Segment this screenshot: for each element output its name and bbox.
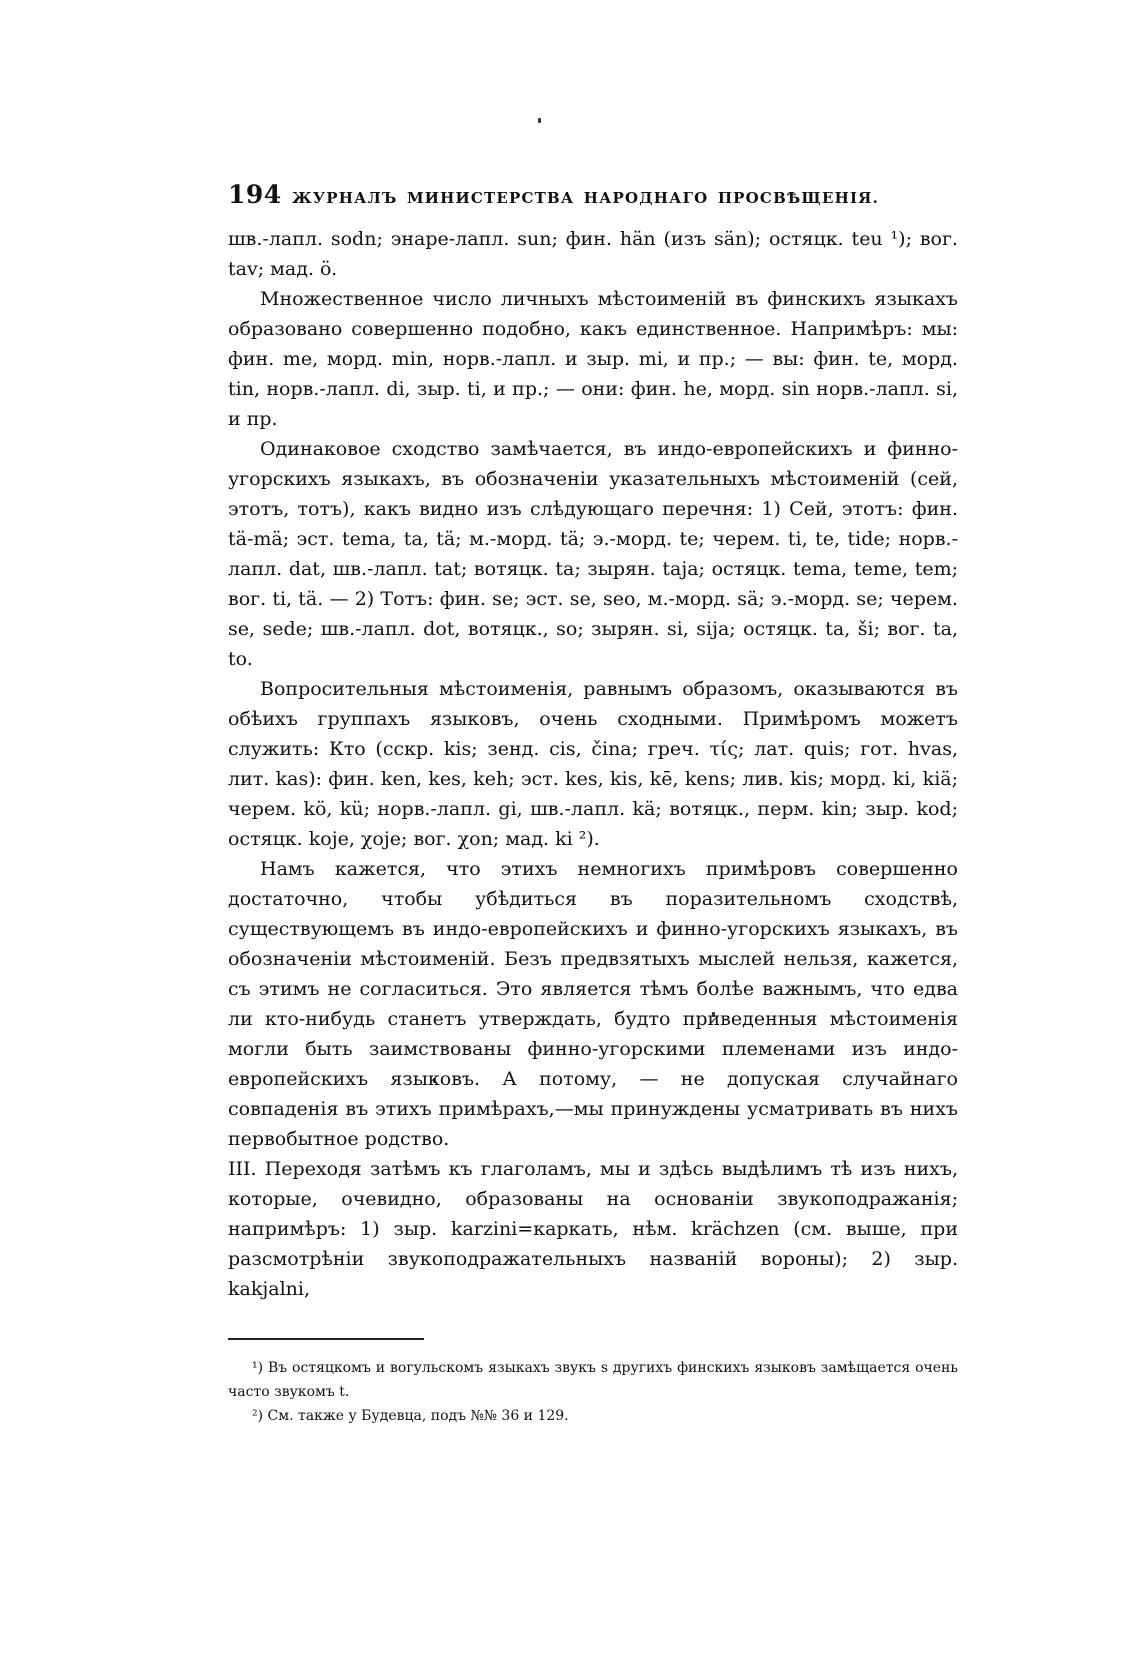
body-text: [228, 224, 958, 1304]
footnotes: [228, 1356, 958, 1428]
footnote-2: ²) См. также у Будевца, подъ №№ 36 и 129.: [252, 1408, 569, 1424]
text-column: [228, 180, 958, 1428]
paragraph-conclusion: Намъ кажется, что этихъ немногихъ примѣровъ совершенно достаточно, чтобы убѣдиться въ поразительномъ сходствѣ, существующемъ въ индо-европейскихъ и финно-угорскихъ языкахъ, въ обозначеніи мѣстоименій. Безъ предвзятыхъ мыслей нельзя, кажется, съ этимъ не согласиться. Это является тѣмъ болѣе важнымъ, что едва ли кто-нибудь станетъ утверждать, будто приведенныя мѣстоименія могли быть заимствованы финно-угорскими племенами изъ индо-европейскихъ языковъ. А потому, — не допуская случайнаго совпаденія въ этихъ примѣрахъ,—мы принуждены усматривать въ нихъ первобытное родство.: [228, 858, 958, 1150]
paragraph-section-three: III. Переходя затѣмъ къ глаголамъ, мы и здѣсь выдѣлимъ тѣ изъ нихъ, которые, очевидно, образованы на основаніи звукоподражанія; напримѣръ: 1) зыр. karzini=каркать, нѣм. krächzen (см. выше, при разсмотрѣніи звукоподражательныхъ названій вороны); 2) зыр. kakjalni,: [228, 1158, 958, 1300]
paragraph-demonstrative-pronouns: Одинаковое сходство замѣчается, въ индо-европейскихъ и финно-угорскихъ языкахъ, въ обозначеніи указательныхъ мѣстоименій (сей, этотъ, тотъ), какъ видно изъ слѣдующаго перечня: 1) Сей, этотъ: фин. tä-mä; эст. tema, ta, tä; м.-морд. tä; э.-морд. te; черем. ti, te, tide; норв.-лапл. dat, шв.-лапл. tat; вотяцк. ta; зырян. taja; остяцк. tema, teme, tem; вог. ti, tä. — 2) Тотъ: фин. se; эст. se, seo, м.-морд. sä; э.-морд. se; черем. se, sede; шв.-лапл. dot, вотяцк., so; зырян. si, sija; остяцк. ta, ši; вог. ta, to.: [228, 438, 958, 670]
paragraph-plural-pronouns: Множественное число личныхъ мѣстоименій въ финскихъ языкахъ образовано совершенно подобно, какъ единственное. Напримѣръ: мы: фин. me, морд. min, норв.-лапл. и зыр. mi, и пр.; — вы: фин. te, морд. tin, норв.-лапл. di, зыр. ti, и пр.; — они: фин. he, морд. sin норв.-лапл. si, и пр.: [228, 288, 958, 430]
running-title: ЖУРНАЛЪ МИНИСТЕРСТВА НАРОДНАГО ПРОСВѢЩЕНІЯ.: [292, 189, 880, 207]
paragraph-interrogative-pronouns: Вопросительныя мѣстоименія, равнымъ образомъ, оказываются въ обѣихъ группахъ языковъ, очень сходными. Примѣромъ можетъ служить: Кто (cскр. kis; зенд. cis, čina; греч. τίς; лат. quis; гот. hvas, лит. kas): фин. ken, kes, keh; эст. kes, kis, kē, kens; лив. kis; морд. ki, kiä; черем. kö, kü; норв.-лапл. gi, шв.-лапл. kä; вотяцк., перм. kin; зыр. kod; остяцк. koje, χoje; вог. χon; мад. ki ²).: [228, 678, 958, 850]
paragraph-continuation: шв.-лапл. sodn; энаре-лапл. sun; фин. hän (изъ sän); остяцк. teu ¹); вог. tav; мад. ö.: [228, 228, 958, 280]
page-number: 194: [228, 180, 282, 209]
footnote-1: ¹) Въ остяцкомъ и вогульскомъ языкахъ звукъ s другихъ финскихъ языковъ замѣщается очень часто звукомъ t.: [228, 1360, 958, 1400]
page-header: [228, 180, 958, 216]
print-speck: [538, 118, 541, 123]
footnote-divider: [228, 1338, 424, 1340]
